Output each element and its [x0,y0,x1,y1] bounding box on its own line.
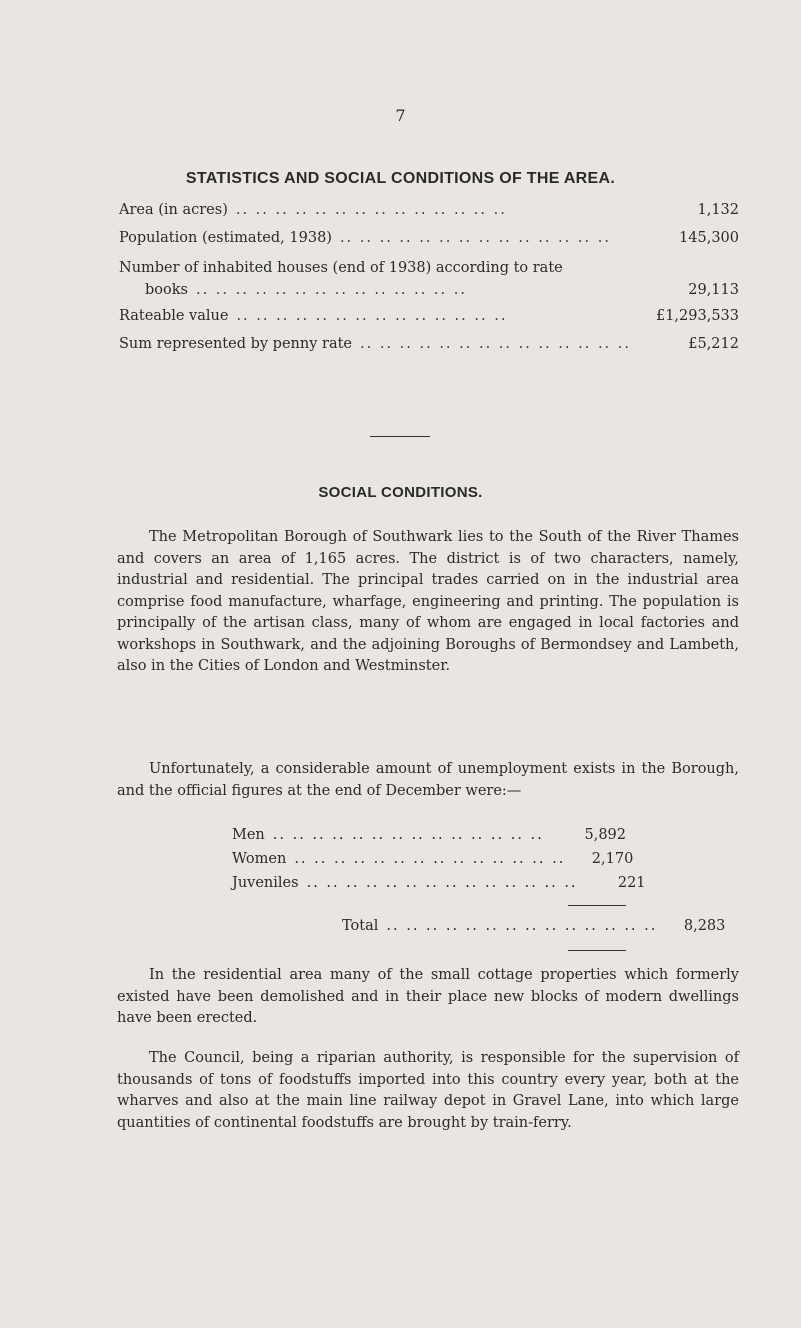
stat-label: Number of inhabited houses (end of 1938) according to rate [119,260,563,276]
dot-leader: .. .. .. .. .. .. .. .. .. .. .. .. .. .. [294,851,566,867]
dot-leader: .. .. .. .. .. .. .. .. .. .. .. .. .. .. [195,282,467,298]
unemployment-label: Women [232,851,287,867]
total-value: 8,283 [683,918,726,934]
stat-label: Area (in acres) [119,202,228,218]
stat-value: 1,132 [697,202,739,218]
dot-leader: .. .. .. .. .. .. .. .. .. .. .. .. .. .. [360,336,631,352]
stat-row-houses [119,258,739,278]
unemployment-row-juveniles [232,871,646,895]
stat-label-cont: books [145,282,188,298]
unemployment-row-men [232,823,626,847]
sum-rule [568,950,626,951]
stat-label: Sum represented by penny rate [119,336,353,352]
statistics-table [119,196,739,358]
unemployment-row-total [232,914,726,938]
stat-value: £1,293,533 [655,308,739,324]
unemployment-value: 5,892 [584,827,626,843]
dot-leader: .. .. .. .. .. .. .. .. .. .. .. .. .. .. [339,230,611,246]
unemployment-value: 2,170 [591,851,634,867]
stat-value: 145,300 [679,230,739,246]
stat-row-penny-rate [119,330,739,358]
stat-row-houses-cont [119,278,739,302]
section-divider [370,436,430,437]
paragraph-residential: In the residential area many of the small cottage properties which formerly existed have been demolished and in their place new blocks of modern dwellings have been erected. [117,967,739,1026]
stat-label: Rateable value [119,308,229,324]
stat-value: 29,113 [688,282,739,298]
page-number: 7 [395,106,406,125]
unemployment-row-women [232,847,634,871]
paragraph-council: The Council, being a riparian authority, is responsible for the supervision of thousands of tons of foodstuffs imported into this country every year, both at the wharves and also at the main line railway depot in Gravel Lane, into which large quantities of continental foodstuffs are brought by train-ferry. [117,1050,739,1131]
dot-leader: .. .. .. .. .. .. .. .. .. .. .. .. .. .. [235,202,507,218]
section-heading: SOCIAL CONDITIONS. [318,484,483,501]
paragraph-unemployment: Unfortunately, a considerable amount of unemployment exists in the Borough, and the official figures at the end of December were:— [117,761,739,799]
dot-leader: .. .. .. .. .. .. .. .. .. .. .. .. .. .. [306,875,578,891]
dot-leader: .. .. .. .. .. .. .. .. .. .. .. .. .. .. [272,827,544,843]
page-title: STATISTICS AND SOCIAL CONDITIONS OF THE AREA. [185,170,616,187]
unemployment-label: Men [232,827,265,843]
unemployment-label: Juveniles [232,875,299,891]
stat-label: Population (estimated, 1938) [119,230,332,246]
paragraph-borough: The Metropolitan Borough of Southwark lies to the South of the River Thames and covers an area of 1,165 acres. The district is of two characters, namely, industrial and residential. The principal trades carried on in the industrial area comprise food manufacture, wharfage, engineering and printing. The population is principally of the artisan class, many of whom are engaged in local factories and workshops in Southwark, and the adjoining Boroughs of Bermondsey and Lambeth, also in the Cities of London and Westminster. [117,529,739,674]
stat-row-rateable [119,302,739,330]
dot-leader: .. .. .. .. .. .. .. .. .. .. .. .. .. .. [236,308,508,324]
total-label: Total [342,918,379,934]
dot-leader: .. .. .. .. .. .. .. .. .. .. .. .. .. .. [386,918,658,934]
unemployment-table [232,823,726,951]
sum-rule [568,905,626,906]
stat-row-area [119,196,739,224]
unemployment-value: 221 [617,875,646,891]
stat-row-population [119,224,739,252]
stat-value: £5,212 [688,336,739,352]
